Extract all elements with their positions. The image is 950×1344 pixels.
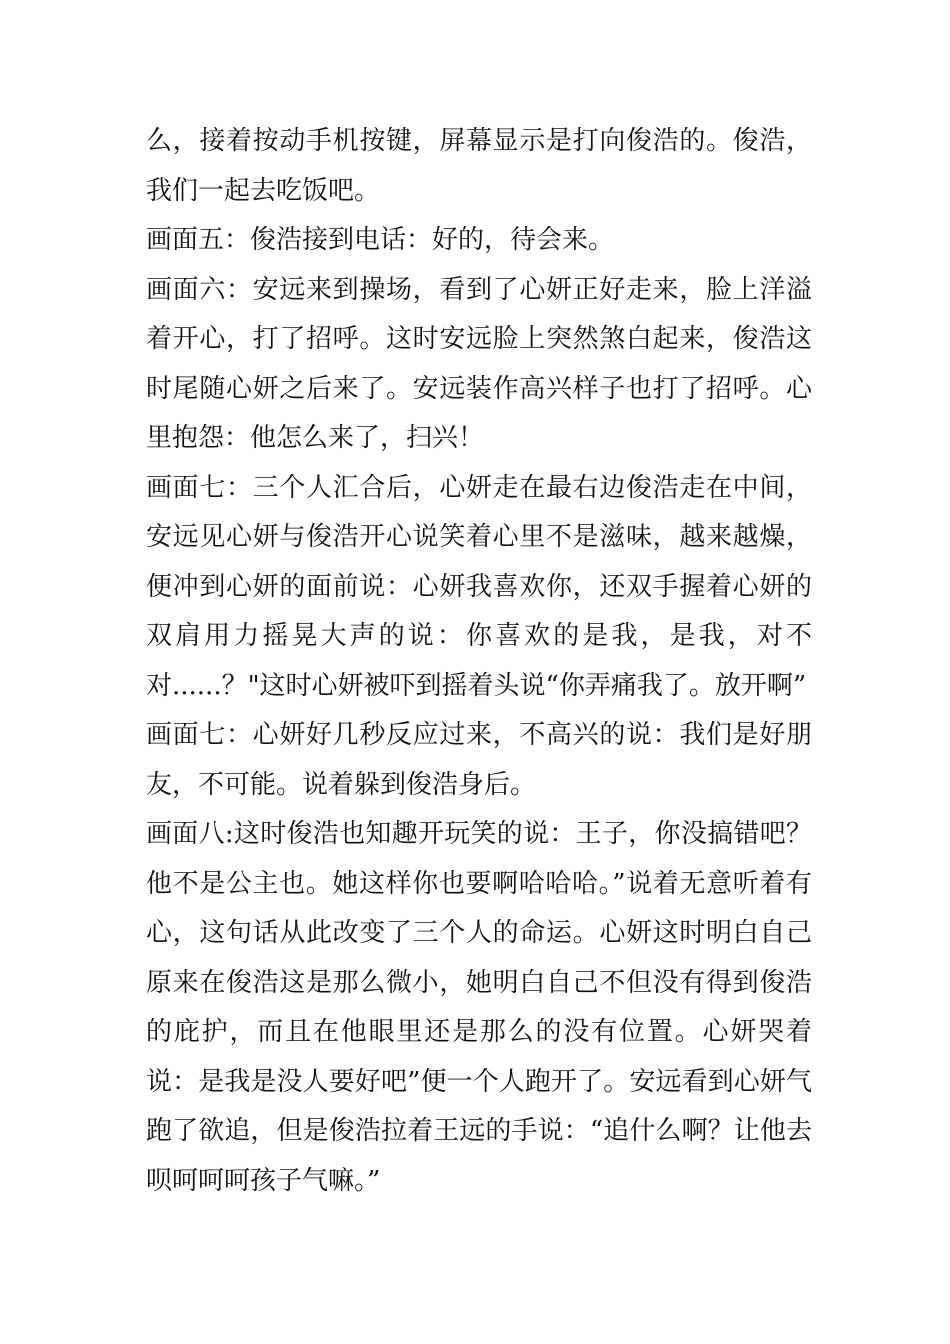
- paragraph-continuation: 么，接着按动手机按键，屏幕显示是打向俊浩的。俊浩，我们一起去吃饭吧。: [146, 126, 812, 206]
- paragraph-scene-8: 画面八:这时俊浩也知趣开玩笑的说：王子，你没搞错吧？他不是公主也。她这样你也要啊哈哈哈。”说着无意听着有心，这句话从此改变了三个人的命运。心妍这时明白自己原来在俊浩这是那么微小，她明白自己不但没有得到俊浩的庇护，而且在他眼里还是那么的没有位置。心妍哭着说：是我是没人要好吧”便一个人跑开了。安远看到心妍气跑了欲追，但是俊浩拉着王远的手说：“追什么啊？让他去呗呵呵呵孩子气嘛。”: [146, 819, 812, 1196]
- paragraph-scene-5: 画面五：俊浩接到电话：好的，待会来。: [146, 225, 615, 255]
- paragraph-scene-7b: 画面七：心妍好几秒反应过来，不高兴的说：我们是好朋友，不可能。说着躲到俊浩身后。: [146, 720, 812, 800]
- document-body: [146, 117, 812, 1206]
- paragraph-scene-6: 画面六：安远来到操场，看到了心妍正好走来，脸上洋溢着开心，打了招呼。这时安远脸上突然煞白起来，俊浩这时尾随心妍之后来了。安远装作高兴样子也打了招呼。心里抱怨：他怎么来了，扫兴！: [146, 274, 812, 453]
- paragraph-scene-7a: 画面七：三个人汇合后，心妍走在最右边俊浩走在中间，安远见心妍与俊浩开心说笑着心里不是滋味，越来越燥，便冲到心妍的面前说：心妍我喜欢你，还双手握着心妍的双肩用力摇晃大声的说：你喜欢的是我，是我，对不对......？"这时心妍被吓到摇着头说“你弄痛我了。放开啊”: [146, 472, 812, 701]
